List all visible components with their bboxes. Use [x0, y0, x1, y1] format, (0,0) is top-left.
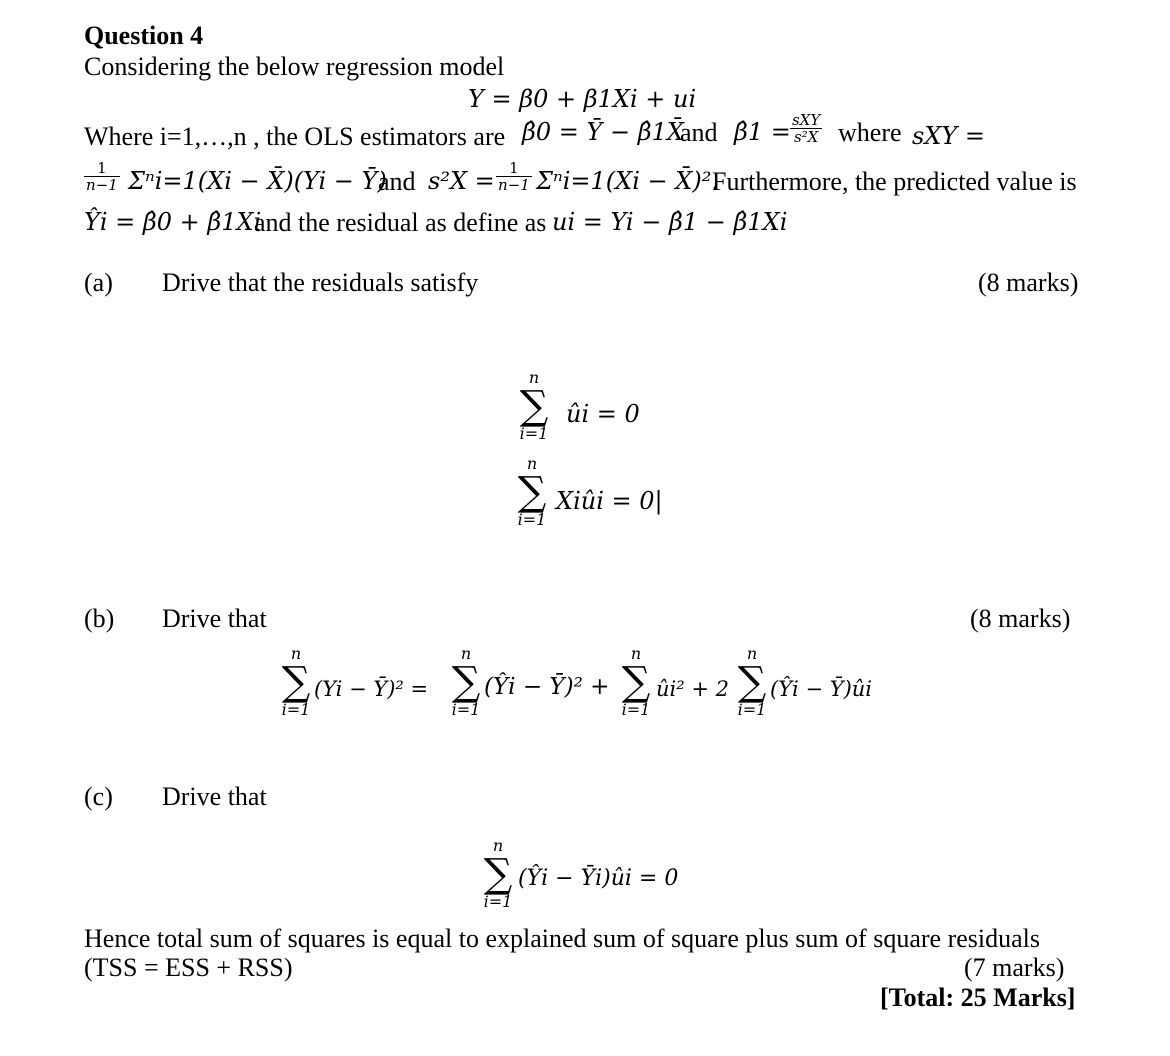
- equation-a2: Xiûi = 0|: [556, 487, 663, 515]
- furthermore-text: Furthermore, the predicted value is: [712, 167, 1077, 196]
- sigma-symbol: ∑: [621, 659, 651, 705]
- part-c-label: (c): [84, 782, 113, 811]
- sum-upper: n: [492, 836, 504, 855]
- total-marks: [Total: 25 Marks]: [880, 983, 1076, 1012]
- beta1-frac-numerator: sXY: [792, 111, 821, 129]
- where-word: where: [838, 118, 902, 147]
- question-title: Question 4: [84, 21, 204, 50]
- sum-upper: n: [630, 644, 642, 663]
- sxy-frac-den: n−1: [86, 176, 118, 194]
- sum-a1: [512, 370, 556, 442]
- sum-upper: n: [746, 644, 758, 663]
- equation-a1: ûi = 0: [566, 400, 640, 428]
- sum-c: [476, 838, 520, 910]
- intro-text: Considering the below regression model: [84, 52, 505, 81]
- sxy-frac-one: 1: [84, 160, 120, 177]
- sum-lower: i=1: [517, 510, 547, 529]
- sxy-body: Σⁿi=1(Xi − X̄)(Yi − Ȳ): [128, 167, 387, 195]
- model-equation: Y = β0 + β1Xi + ui: [468, 85, 697, 113]
- beta1-hat-lhs: β̂1 =: [734, 118, 791, 146]
- where-text: Where i=1,…,n , the OLS estimators are: [84, 122, 506, 151]
- residual-equation: ui = Yi − β̂1 − β̂1Xi: [552, 208, 788, 236]
- sum-upper: n: [290, 644, 302, 663]
- sx2-frac-one: 1: [496, 160, 532, 177]
- and-word-2: and: [378, 167, 416, 196]
- equation-c: (Ŷi − Ȳi)ûi = 0: [518, 866, 679, 891]
- equation-b-term4: (Ŷi − Ȳ)ûi: [770, 677, 873, 701]
- sum-upper: n: [528, 368, 540, 387]
- part-b-text: Drive that: [162, 604, 267, 633]
- predicted-equation: Ŷi = β̂0 + β̂1Xi: [84, 208, 262, 236]
- sx2-body: Σⁿi=1(Xi − X̄)².: [536, 167, 719, 195]
- beta1-frac-denominator: s²X: [793, 128, 819, 146]
- equation-b-term1: (Yi − Ȳ)² =: [314, 677, 429, 701]
- sum-lower: i=1: [281, 700, 311, 719]
- beta0-hat-equation: β̂0 = Ȳ − β̂1X̄: [522, 118, 684, 146]
- sigma-symbol: ∑: [519, 383, 549, 429]
- sum-b2: [444, 646, 488, 718]
- hence-text: Hence total sum of squares is equal to explained sum of square plus sum of square residuals: [84, 924, 1040, 953]
- sxy-lhs: sXY =: [912, 122, 985, 150]
- tss-text: (TSS = ESS + RSS): [84, 953, 293, 982]
- sigma-symbol: ∑: [483, 851, 513, 897]
- part-a-text: Drive that the residuals satisfy: [162, 268, 479, 297]
- part-c-marks: (7 marks): [964, 953, 1065, 982]
- sx2-lhs: s²X =: [428, 167, 495, 195]
- sum-lower: i=1: [519, 424, 549, 443]
- part-b-marks: (8 marks): [970, 604, 1071, 633]
- part-a-marks: (8 marks): [978, 268, 1079, 297]
- and-word: and: [680, 118, 718, 147]
- sigma-symbol: ∑: [281, 659, 311, 705]
- part-a-label: (a): [84, 268, 113, 297]
- sum-b3: [614, 646, 658, 718]
- residual-text: and the residual as define as: [254, 208, 547, 237]
- sum-b4: [730, 646, 774, 718]
- sigma-symbol: ∑: [517, 469, 547, 515]
- sigma-symbol: ∑: [737, 659, 767, 705]
- sum-upper: n: [526, 454, 538, 473]
- sigma-symbol: ∑: [451, 659, 481, 705]
- sum-upper: n: [460, 644, 472, 663]
- equation-b-term2: (Ŷi − Ȳ)² +: [484, 674, 610, 700]
- part-c-text: Drive that: [162, 782, 267, 811]
- part-b-label: (b): [84, 604, 115, 633]
- sx2-fraction: [496, 160, 532, 193]
- sum-b1: [274, 646, 318, 718]
- equation-b-term3: ûi² + 2: [656, 677, 729, 701]
- sum-lower: i=1: [451, 700, 481, 719]
- sum-lower: i=1: [621, 700, 651, 719]
- sum-lower: i=1: [483, 892, 513, 911]
- sxy-fraction: [84, 160, 120, 193]
- sx2-frac-den: n−1: [498, 176, 530, 194]
- beta1-fraction: [790, 112, 822, 145]
- sum-lower: i=1: [737, 700, 767, 719]
- sum-a2: [510, 456, 554, 528]
